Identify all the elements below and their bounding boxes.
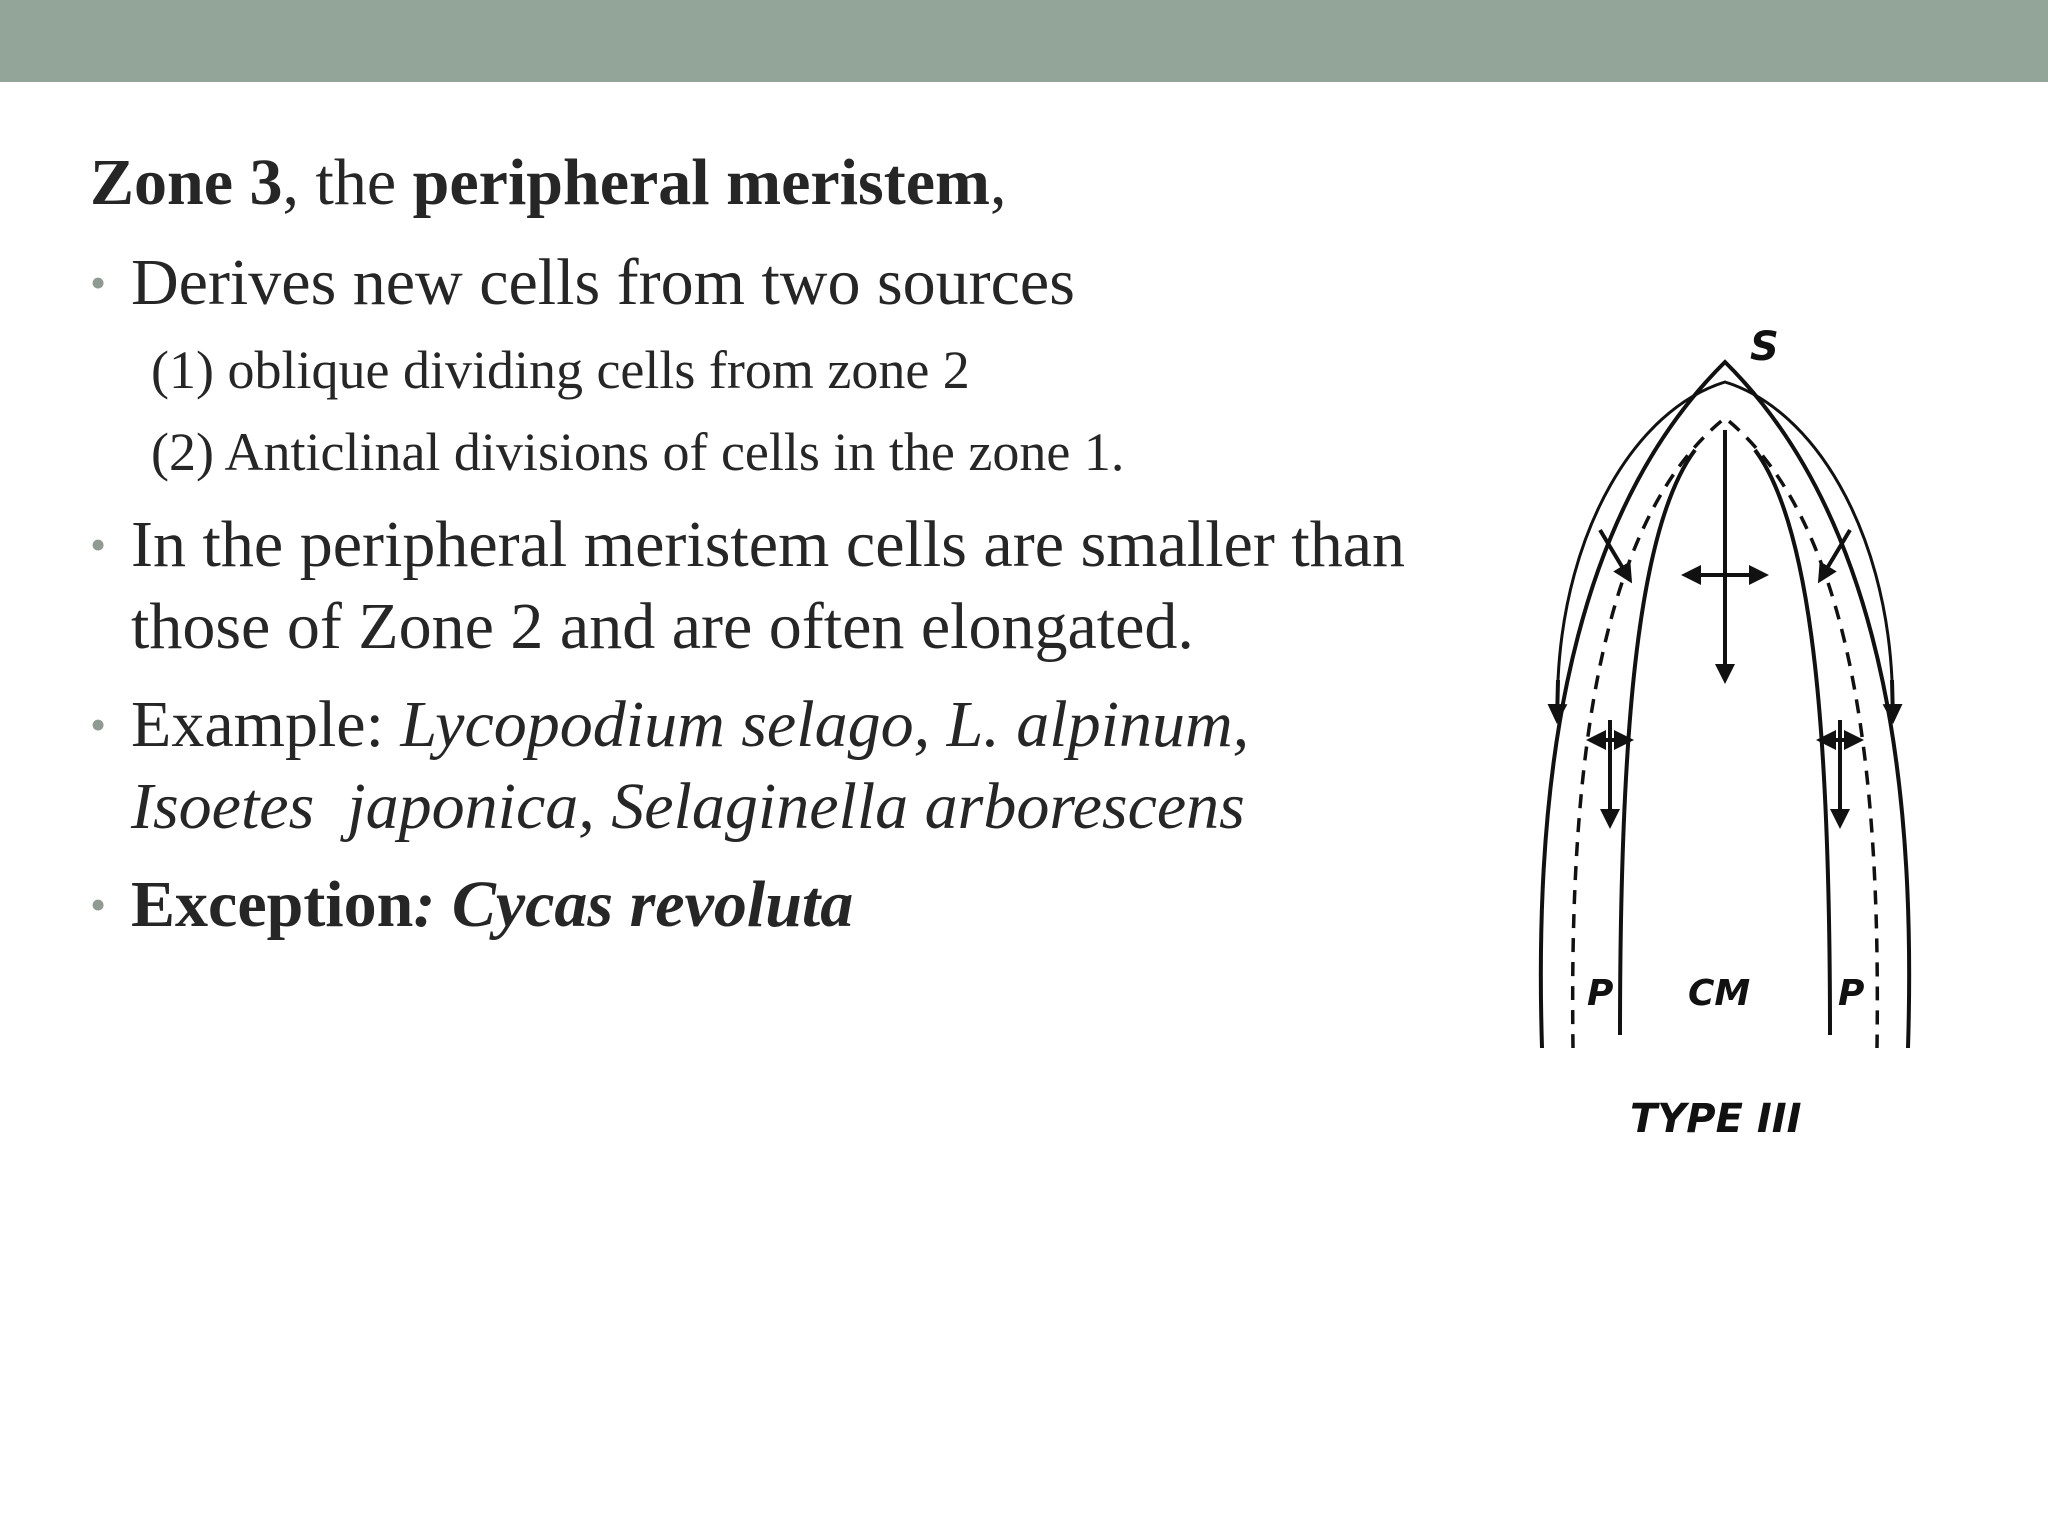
heading-tail: , xyxy=(989,146,1007,219)
exception-label: Exception xyxy=(131,868,414,941)
left-outer-arrow xyxy=(1557,680,1558,720)
label-p-right: P xyxy=(1838,973,1865,1014)
example-species-2: Isoetes japonica, Selaginella arborescens xyxy=(131,770,1245,843)
shoot-apex-diagram xyxy=(1525,300,1925,1160)
label-cm: CM xyxy=(1688,973,1751,1014)
bullet-exception-text xyxy=(131,864,1405,946)
example-line-1 xyxy=(131,684,1405,766)
bullet-example-text xyxy=(131,684,1405,848)
bullet-exception xyxy=(90,864,1405,946)
header-band xyxy=(0,0,2048,82)
bullet-marker: • xyxy=(90,879,107,930)
heading-zone: Zone 3 xyxy=(90,146,283,219)
diagram-svg xyxy=(1525,300,1925,1160)
bullet-sources xyxy=(90,242,1405,324)
diagram-lines xyxy=(1541,362,1909,1048)
label-p-left: P xyxy=(1587,973,1614,1014)
bullet-sources-text: Derives new cells from two sources xyxy=(131,246,1075,319)
bullet-marker: • xyxy=(90,699,107,750)
inner-left-line xyxy=(1620,450,1695,1035)
bullet-marker: • xyxy=(90,519,107,570)
slide-heading xyxy=(90,142,1006,224)
diagram-caption: TYPE III xyxy=(1630,1096,1802,1142)
bullet-example xyxy=(90,684,1405,848)
heading-connector: , the xyxy=(282,146,413,219)
label-s: S xyxy=(1750,324,1779,370)
bullet-cell-size xyxy=(90,504,1405,668)
source-item-2: (2) Anticlinal divisions of cells in the zone 1. xyxy=(151,422,1125,482)
inner-right-line xyxy=(1755,450,1830,1035)
example-species-1: Lycopodium selago, L. alpinum, xyxy=(400,688,1250,761)
exception-species: : Cycas revoluta xyxy=(413,868,854,941)
heading-term: peripheral meristem xyxy=(412,146,990,219)
source-item-1: (1) oblique dividing cells from zone 2 xyxy=(151,340,970,400)
right-outer-arrow xyxy=(1892,680,1893,720)
bullet-cell-size-text: In the peripheral meristem cells are smaller than those of Zone 2 and are often elongated. xyxy=(131,508,1405,663)
example-label: Example: xyxy=(131,688,401,761)
bullet-marker: • xyxy=(90,257,107,308)
